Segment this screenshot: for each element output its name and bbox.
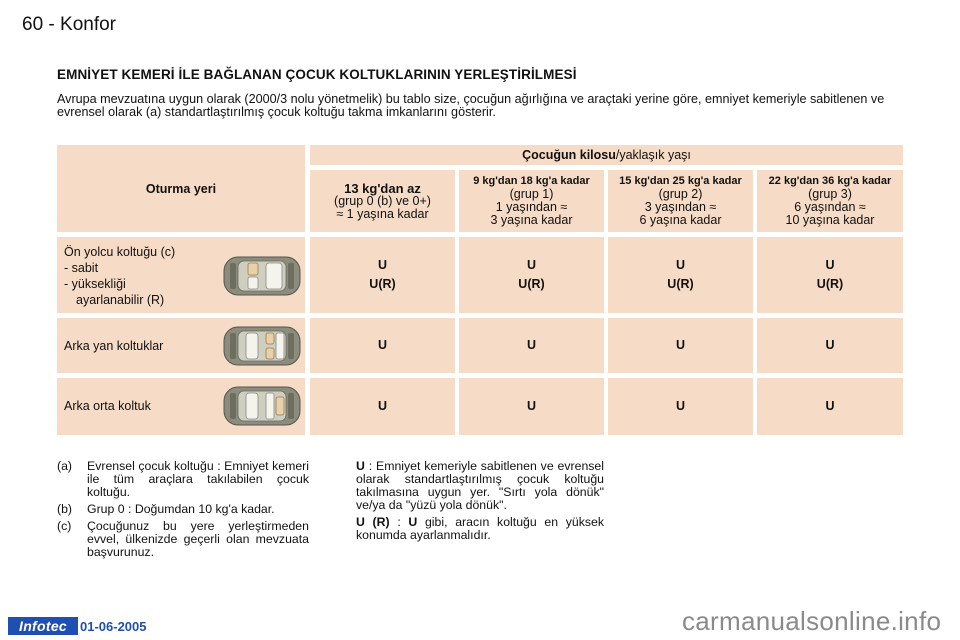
footnote-text: Grup 0 : Doğumdan 10 kg'a kadar. [87,502,275,516]
column-age: 10 yaşına kadar [785,213,875,227]
legend [356,460,604,546]
car-rear-center-seat-icon [222,384,302,428]
value-cell [310,378,455,435]
value-cell [459,237,604,313]
value-u: U [377,258,388,272]
footnote-key: (c) [57,519,72,533]
row-label-line: Arka orta koltuk [64,399,151,413]
column-header-group-3 [757,170,903,232]
weight-header-label: Çocuğun kilosu/yaklaşık yaşı [522,148,691,162]
value-u: U [377,338,388,352]
section-title: EMNİYET KEMERİ İLE BAĞLANAN ÇOCUK KOLTUKLARININ YERLEŞTİRİLMESİ [57,67,577,82]
footnotes [57,460,312,563]
seat-header-cell [57,145,305,232]
value-ur: U(R) [369,277,396,291]
value-cell [608,318,753,373]
footnote-a [57,460,312,499]
column-weight: 15 kg'dan 25 kg'a kadar [619,175,742,187]
intro-paragraph: Avrupa mevzuatına uygun olarak (2000/3 nolu yönetmelik) bu tablo size, çocuğun ağırlığına ve araçtaki yerine göre, emniyet kemeriyle sabitlenen ve evrensel olarak (a) standartlaştırılmış çocuk koltuğu takma imkanlarını gösterir. [57,92,885,119]
column-header-group-2 [608,170,753,232]
value-cell [310,318,455,373]
legend-ur: U (R) : U gibi, aracın koltuğu en yüksek konumda ayarlanmalıdır. [356,515,605,542]
column-group: (grup 1) [509,187,554,201]
row-label-rear-center [57,378,305,435]
column-header-group-1 [459,170,604,232]
value-u: U [675,258,686,272]
value-cell [310,237,455,313]
value-u: U [675,399,686,413]
value-cell [757,318,903,373]
value-u: U [526,399,537,413]
value-ur: U(R) [816,277,844,291]
row-label-rear-side [57,318,305,373]
legend-u: U : Emniyet kemeriyle sabitlenen ve evrensel olarak standartlaştırılmış çocuk koltuğu takılmasına uygun yer. "Sırtı yola dönük" ve/ya da "yüzü yola dönük". [356,459,604,512]
column-age: 1 yaşından ≈ [495,200,568,214]
car-rear-side-seat-icon [222,324,302,368]
row-label-line: - sabit [64,261,99,275]
column-header-group-0 [310,170,455,232]
value-cell [608,237,753,313]
watermark: carmanualsonline.info [682,606,942,636]
column-age: ≈ 1 yaşına kadar [336,206,429,221]
column-age: 6 yaşına kadar [639,213,722,227]
footnote-key: (b) [57,502,73,516]
column-age: 6 yaşından ≈ [794,200,866,214]
footnote-b [57,503,312,516]
value-ur: U(R) [518,277,545,291]
column-weight: 13 kg'dan az [344,180,421,196]
value-cell [757,237,903,313]
footnote-text: Evrensel çocuk koltuğu : Emniyet kemeri ile tüm araçlara takılabilen çocuk koltuğu. [87,459,309,499]
column-group: (grup 2) [658,187,703,201]
value-cell [757,378,903,435]
row-label-line: Ön yolcu koltuğu (c) [64,245,176,259]
row-label-line: ayarlanabilir (R) [76,293,165,307]
value-cell [608,378,753,435]
value-u: U [675,338,686,352]
column-age: 3 yaşından ≈ [644,200,717,214]
column-weight: 9 kg'dan 18 kg'a kadar [473,175,590,187]
value-u: U [377,399,388,413]
column-weight: 22 kg'dan 36 kg'a kadar [768,175,892,187]
infotec-logo: Infotec [8,617,78,635]
footer-date: 01-06-2005 [80,619,147,634]
value-u: U [825,338,835,352]
row-label-line: - yüksekliği [64,277,126,291]
page-header: 60 - Konfor [22,14,116,35]
footnote-c [57,520,312,559]
value-ur: U(R) [667,277,694,291]
value-u: U [526,258,537,272]
row-label-front-passenger [57,237,305,313]
column-group: (grup 3) [808,187,852,201]
value-u: U [825,258,835,272]
seat-header-label: Oturma yeri [145,181,217,196]
car-front-seat-icon [222,253,302,299]
footnote-key: (a) [57,459,73,473]
column-group: (grup 0 (b) ve 0+) [334,193,431,208]
column-age: 3 yaşına kadar [490,213,573,227]
value-u: U [825,399,835,413]
footnote-text: Çocuğunuz bu yere yerleştirmeden evvel, ülkenizde geçerli olan mevzuata başvurunuz. [87,519,309,559]
row-label-line: Arka yan koltuklar [64,339,164,353]
value-u: U [526,338,537,352]
value-cell [459,378,604,435]
value-cell [459,318,604,373]
weight-header-cell [310,145,903,165]
